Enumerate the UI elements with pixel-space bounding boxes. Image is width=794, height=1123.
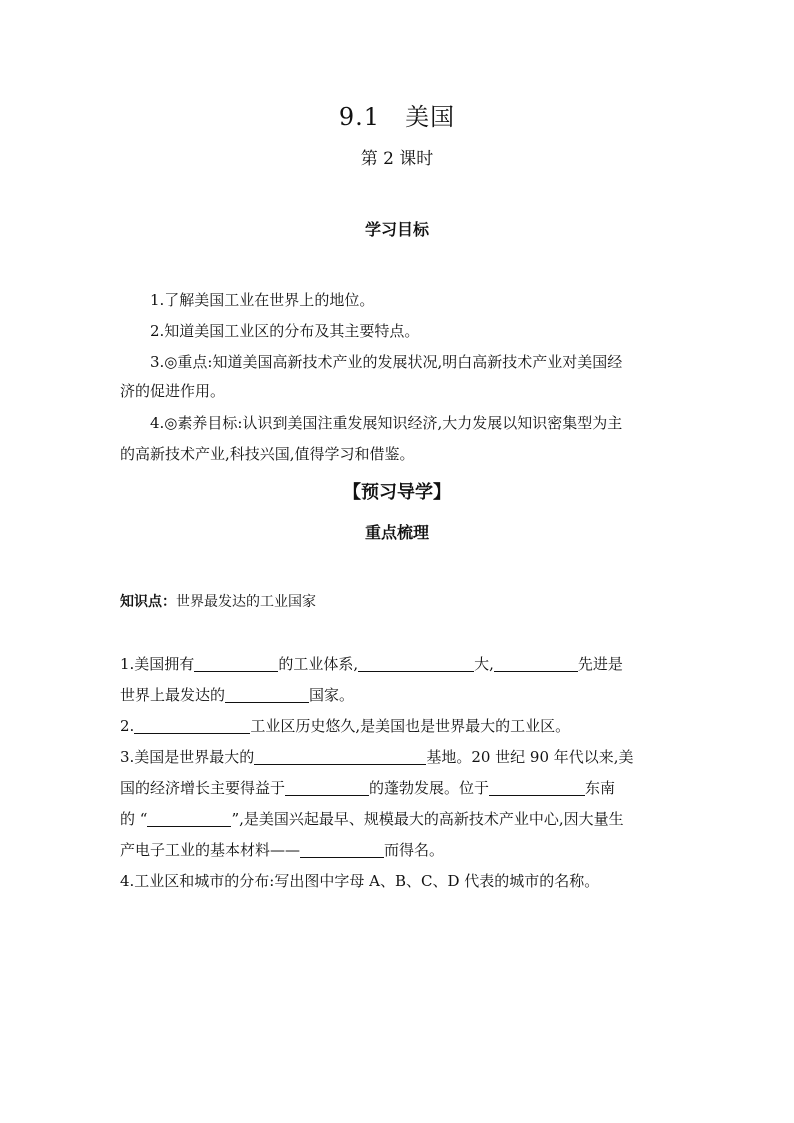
q1-text-line2a: 世界上最发达的 [120,686,226,704]
question-3-line2 [120,778,680,798]
q3-text-line4a: 产电子工业的基本材料—— [120,841,301,859]
fill-blank[interactable] [358,655,474,672]
question-1-line2 [120,685,680,705]
q3-text-line2a: 国的经济增长主要得益于 [120,779,286,797]
knowledge-point-text: 世界最发达的工业国家 [176,594,316,610]
question-1-line1 [120,654,680,674]
fill-blank[interactable] [285,779,369,796]
q3-text-a: 3.美国是世界最大的 [120,748,255,766]
knowledge-point [120,591,680,612]
question-3-line4 [120,840,680,860]
fill-blank[interactable] [494,655,578,672]
objective-4-line1: 4.◎素养目标:认识到美国注重发展知识经济,大力发展以知识密集型为主 [150,414,623,432]
fill-blank[interactable] [254,748,426,765]
q3-text-line3a: 的 “ [120,810,148,828]
objective-4-line2: 的高新技术产业,科技兴国,值得学习和借鉴。 [120,445,415,463]
fill-blank[interactable] [147,810,231,827]
question-3-line3 [120,809,680,829]
section-heading: 【预习导学】 [343,482,451,503]
key-points-heading: 重点梳理 [364,523,429,542]
question-2 [120,716,680,736]
question-3-line1 [120,747,680,767]
page-title: 9.1 美国 [338,103,456,131]
q1-text-line2b: 国家。 [309,686,355,704]
objective-3-line2: 济的促进作用。 [120,382,226,400]
q3-text-line3b: ”,是美国兴起最早、规模最大的高新技术产业中心,因大量生 [231,810,624,828]
question-4: 4.工业区和城市的分布:写出图中字母 A、B、C、D 代表的城市的名称。 [120,872,600,890]
q3-text-line2b: 的蓬勃发展。位于 [369,779,490,797]
lesson-subtitle: 第 2 课时 [360,149,434,169]
fill-blank[interactable] [194,655,278,672]
q3-text-line2c: 东南 [585,779,616,797]
q1-text-d: 先进是 [577,655,623,673]
q1-text-b: 的工业体系, [278,655,359,673]
objective-2: 2.知道美国工业区的分布及其主要特点。 [150,322,420,340]
fill-blank[interactable] [134,717,250,734]
q2-text-b: 工业区历史悠久,是美国也是世界最大的工业区。 [250,717,571,735]
knowledge-point-label: 知识点： [120,594,176,610]
q2-text-a: 2. [120,717,135,735]
fill-blank[interactable] [300,841,384,858]
q3-text-b: 基地。20 世纪 90 年代以来,美 [426,748,634,766]
q1-text-a: 1.美国拥有 [120,655,195,673]
objective-1: 1.了解美国工业在世界上的地位。 [150,291,375,309]
q1-text-c: 大, [474,655,494,673]
fill-blank[interactable] [225,686,309,703]
q3-text-line4b: 而得名。 [384,841,445,859]
objectives-heading: 学习目标 [364,220,429,239]
objective-3-line1: 3.◎重点:知道美国高新技术产业的发展状况,明白高新技术产业对美国经 [150,353,623,371]
fill-blank[interactable] [489,779,585,796]
